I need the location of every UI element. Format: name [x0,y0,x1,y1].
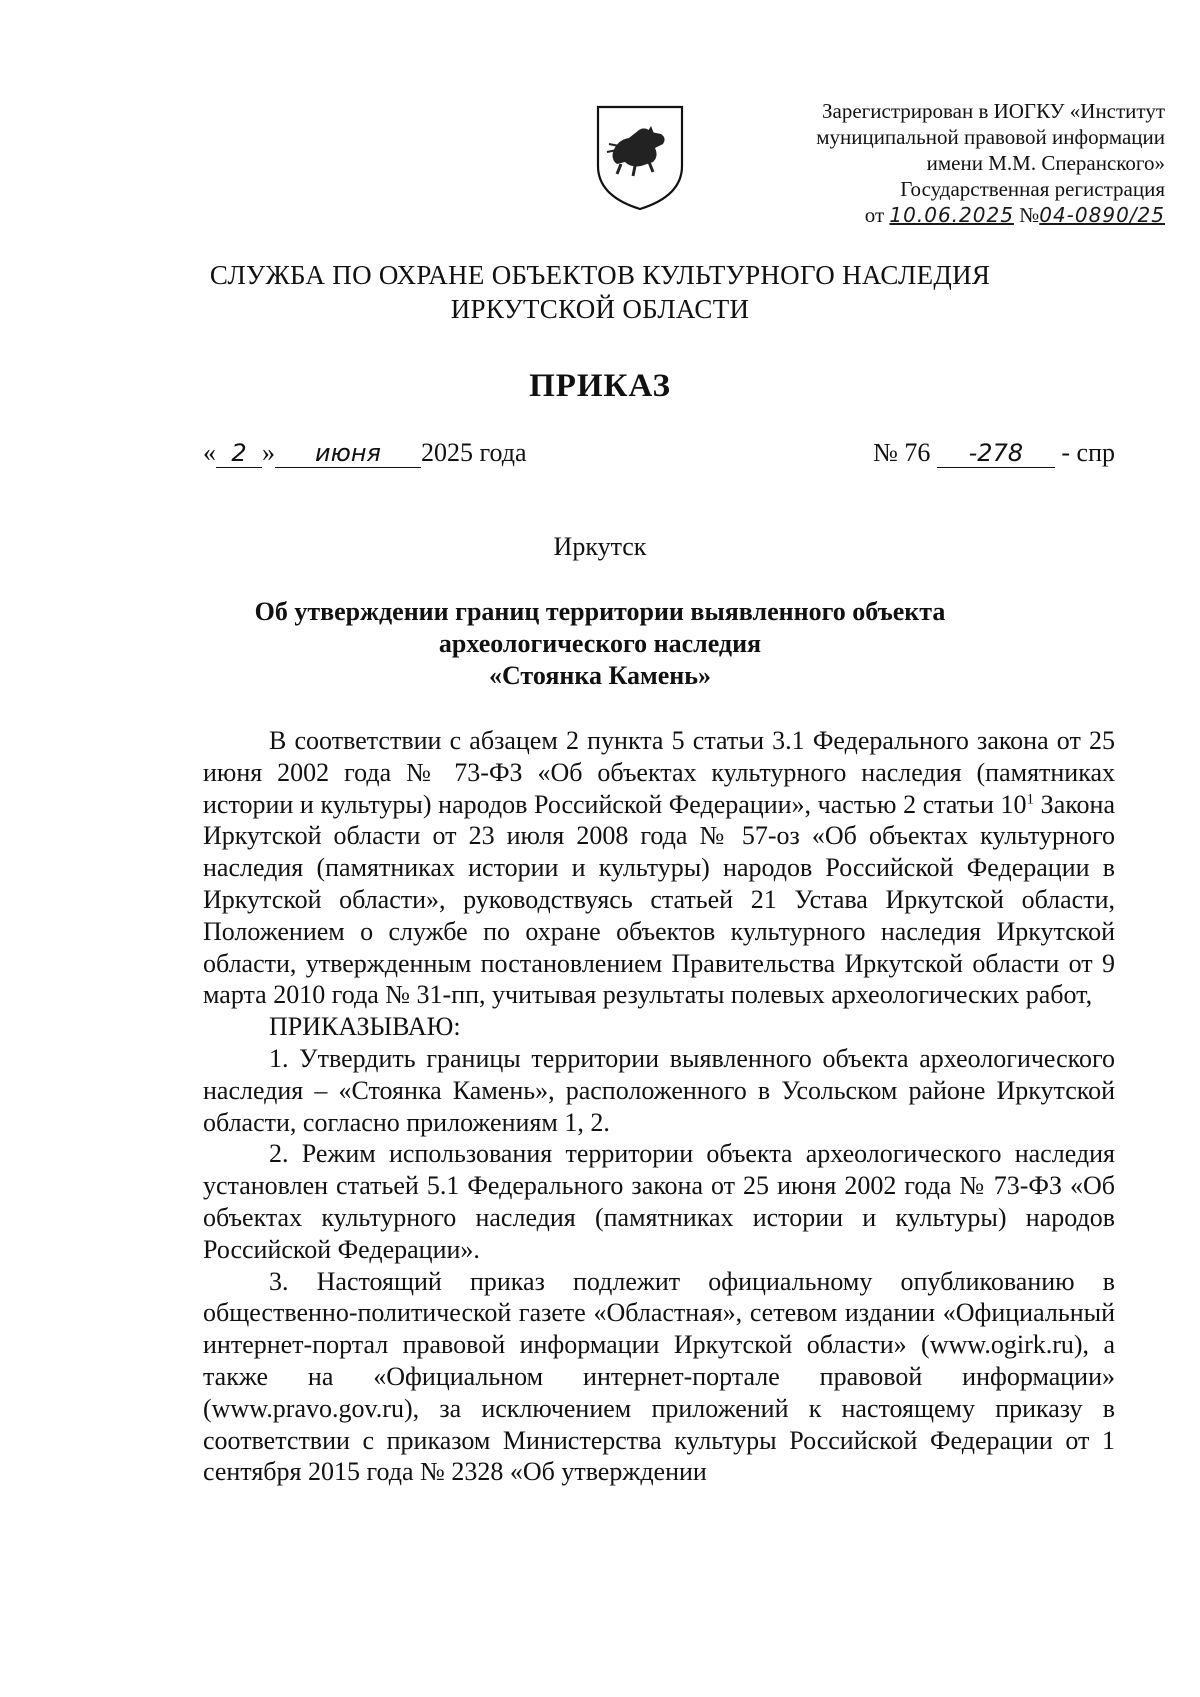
subject-line-2: археологического наследия [438,629,762,658]
subject-line-3: «Стоянка Камень» [489,661,711,690]
subject-line-1: Об утверждении границ территории выявленного объекта [254,597,946,626]
date-month: июня [275,439,421,468]
registration-date: 10.06.2025 [889,203,1014,227]
order-number [873,438,1115,468]
agency-name-line-2: ИРКУТСКОЙ ОБЛАСТИ [450,294,750,324]
order-subject [150,596,1050,692]
document-body [203,725,1115,1488]
date-year: 2025 года [421,438,527,467]
city: Иркутск [553,532,647,561]
number-prefix: № 76 [873,438,931,467]
number-handwritten: -278 [937,439,1055,468]
document-title: ПРИКАЗ [529,368,671,404]
registration-line-4: Государственная регистрация [900,177,1165,201]
registration-line-1: Зарегистрирован в ИОГКУ «Институт [821,99,1165,123]
preamble-paragraph [203,725,1115,1011]
date-open-quote: « [203,438,216,467]
order-item-3: 3. Настоящий приказ подлежит официальному опубликованию в общественно-политической газете «Областная», сетевом издании «Официальный интернет-портал правовой информации Иркутской области» (www.ogirk.ru), а также на «Официальном интернет-портале правовой информации» (www.pravo.gov.ru), за исключением приложений к настоящему приказу в соответствии с приказом Министерства культуры Российской Федерации от 1 сентября 2015 года № 2328 «Об утверждении [203,1266,1115,1487]
date-day: 2 [216,439,262,468]
registration-number: 04-0890/25 [1039,203,1165,227]
number-suffix: - спр [1061,438,1115,467]
agency-name [150,258,1050,326]
registration-number-label: № [1019,203,1040,227]
order-item-1: 1. Утвердить границы территории выявленного объекта археологического наследия – «Стоянка Камень», расположенного в Усольском районе Иркутской области, согласно приложениям 1, 2. [203,1043,1115,1137]
preamble-text-a: В соответствии с абзацем 2 пункта 5 статьи 3.1 Федерального закона от 25 июня 2002 года № 73-ФЗ «Об объектах культурного наследия (памятниках истории и культуры) народов Российской Федерации», частью 2 статьи 10 [203,726,1115,819]
registration-stamp [760,98,1165,228]
preamble-text-b: Закона Иркутской области от 23 июля 2008 года № 57-оз «Об объектах культурного наследия (памятниках истории и культуры) народов Российской Федерации в Иркутской области», руководствуясь статьей 21 Устава Иркутской области, Положением о службе по охране объектов культурного наследия Иркутской области, утвержденным постановлением Правительства Иркутской области от 9 марта 2010 года № 31-пп, учитывая результаты полевых археологических работ, [203,789,1115,1010]
registration-line-2: муниципальной правовой информации [816,125,1165,149]
order-item-2: 2. Режим использования территории объекта археологического наследия установлен статьей 5.1 Федерального закона от 25 июня 2002 года № 73-ФЗ «Об объектах культурного наследия (памятниках истории и культуры) народов Российской Федерации». [203,1139,1115,1264]
agency-name-line-1: СЛУЖБА ПО ОХРАНЕ ОБЪЕКТОВ КУЛЬТУРНОГО НАСЛЕДИЯ [209,260,991,290]
date-number-line [203,438,1115,478]
registration-from-label: от [864,203,885,227]
article-superscript: 1 [1026,790,1035,807]
registration-line-3: имени М.М. Сперанского» [926,151,1165,175]
irkutsk-coat-of-arms-icon [595,104,685,212]
order-word: ПРИКАЗЫВАЮ: [269,1012,461,1042]
registration-date-line [760,202,1165,228]
order-date [203,438,527,468]
date-close-quote: » [262,438,275,467]
